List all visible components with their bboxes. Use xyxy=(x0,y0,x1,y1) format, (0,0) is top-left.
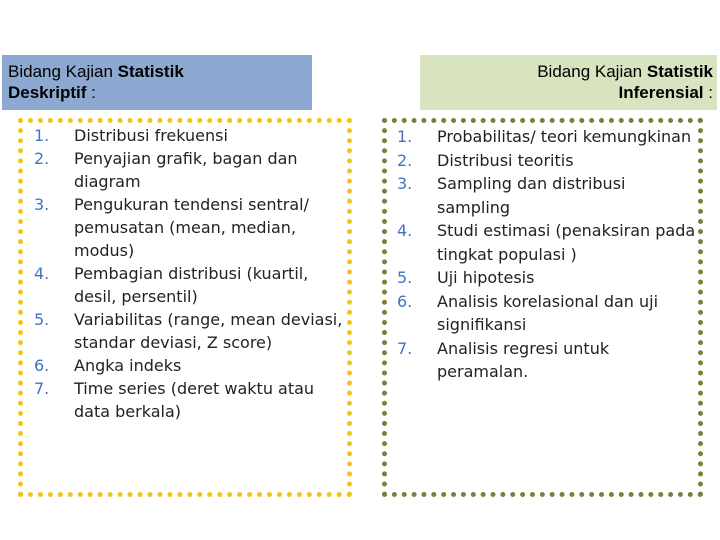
list-item xyxy=(34,124,346,147)
list-item-text: Studi estimasi (penaksiran pada tingkat populasi ) xyxy=(437,221,696,264)
list-item-number: 5. xyxy=(34,310,50,329)
list-item-text: Distribusi teoritis xyxy=(437,150,574,170)
list-item xyxy=(34,308,346,354)
list-item-number: 3. xyxy=(34,195,50,214)
header-inferential-suffix: : xyxy=(703,83,713,102)
header-inferential-bold2: Inferensial xyxy=(618,83,704,102)
list-item-number: 7. xyxy=(397,338,413,358)
list-item-number: 5. xyxy=(397,268,413,287)
list-item xyxy=(397,266,697,290)
list-item-number: 3. xyxy=(397,174,413,193)
header-descriptive-bold1: Statistik xyxy=(117,62,184,81)
list-item xyxy=(34,354,346,377)
list-item xyxy=(397,337,697,384)
header-inferential-bold1: Statistik xyxy=(646,62,713,81)
list-item-text: Angka indeks xyxy=(74,356,182,375)
descriptive-list xyxy=(34,124,346,423)
list-item-number: 2. xyxy=(34,149,50,168)
list-item-number: 4. xyxy=(34,264,50,283)
list-item xyxy=(34,262,346,308)
list-item-number: 2. xyxy=(397,150,413,170)
list-item-text: Sampling dan distribusi sampling xyxy=(437,174,626,217)
list-item-number: 6. xyxy=(397,291,413,311)
header-inferential xyxy=(420,55,717,110)
list-item-text: Penyajian grafik, bagan dan diagram xyxy=(74,149,298,191)
list-item-number: 7. xyxy=(34,379,50,398)
list-item-number: 1. xyxy=(397,127,413,146)
list-item-text: Uji hipotesis xyxy=(437,268,535,287)
list-item-number: 4. xyxy=(397,221,413,240)
list-item xyxy=(34,377,346,423)
list-item-text: Probabilitas/ teori kemungkinan xyxy=(437,127,692,146)
header-descriptive xyxy=(2,55,312,110)
list-item-text: Analisis regresi untuk peramalan. xyxy=(437,338,610,381)
list-item-number: 1. xyxy=(34,126,50,145)
list-item xyxy=(397,219,697,266)
list-item xyxy=(397,172,697,219)
header-inferential-prefix: Bidang Kajian xyxy=(537,62,647,81)
list-item-text: Pembagian distribusi (kuartil, desil, persentil) xyxy=(74,264,309,306)
list-item-text: Analisis korelasional dan uji signifikansi xyxy=(437,291,659,334)
list-item xyxy=(397,149,697,173)
list-item xyxy=(397,290,697,337)
list-item-text: Time series (deret waktu atau data berkala) xyxy=(74,379,315,421)
list-item xyxy=(34,147,346,193)
list-item-text: Variabilitas (range, mean deviasi, standar deviasi, Z score) xyxy=(74,310,343,352)
list-item-text: Distribusi frekuensi xyxy=(74,126,228,145)
header-descriptive-suffix: : xyxy=(86,83,96,102)
list-item xyxy=(34,193,346,262)
list-item xyxy=(397,125,697,149)
list-item-number: 6. xyxy=(34,356,50,375)
inferential-list xyxy=(397,125,697,384)
header-descriptive-prefix: Bidang Kajian xyxy=(8,62,118,81)
list-item-text: Pengukuran tendensi sentral/ pemusatan (mean, median, modus) xyxy=(74,195,309,260)
header-descriptive-bold2: Deskriptif xyxy=(8,83,87,102)
